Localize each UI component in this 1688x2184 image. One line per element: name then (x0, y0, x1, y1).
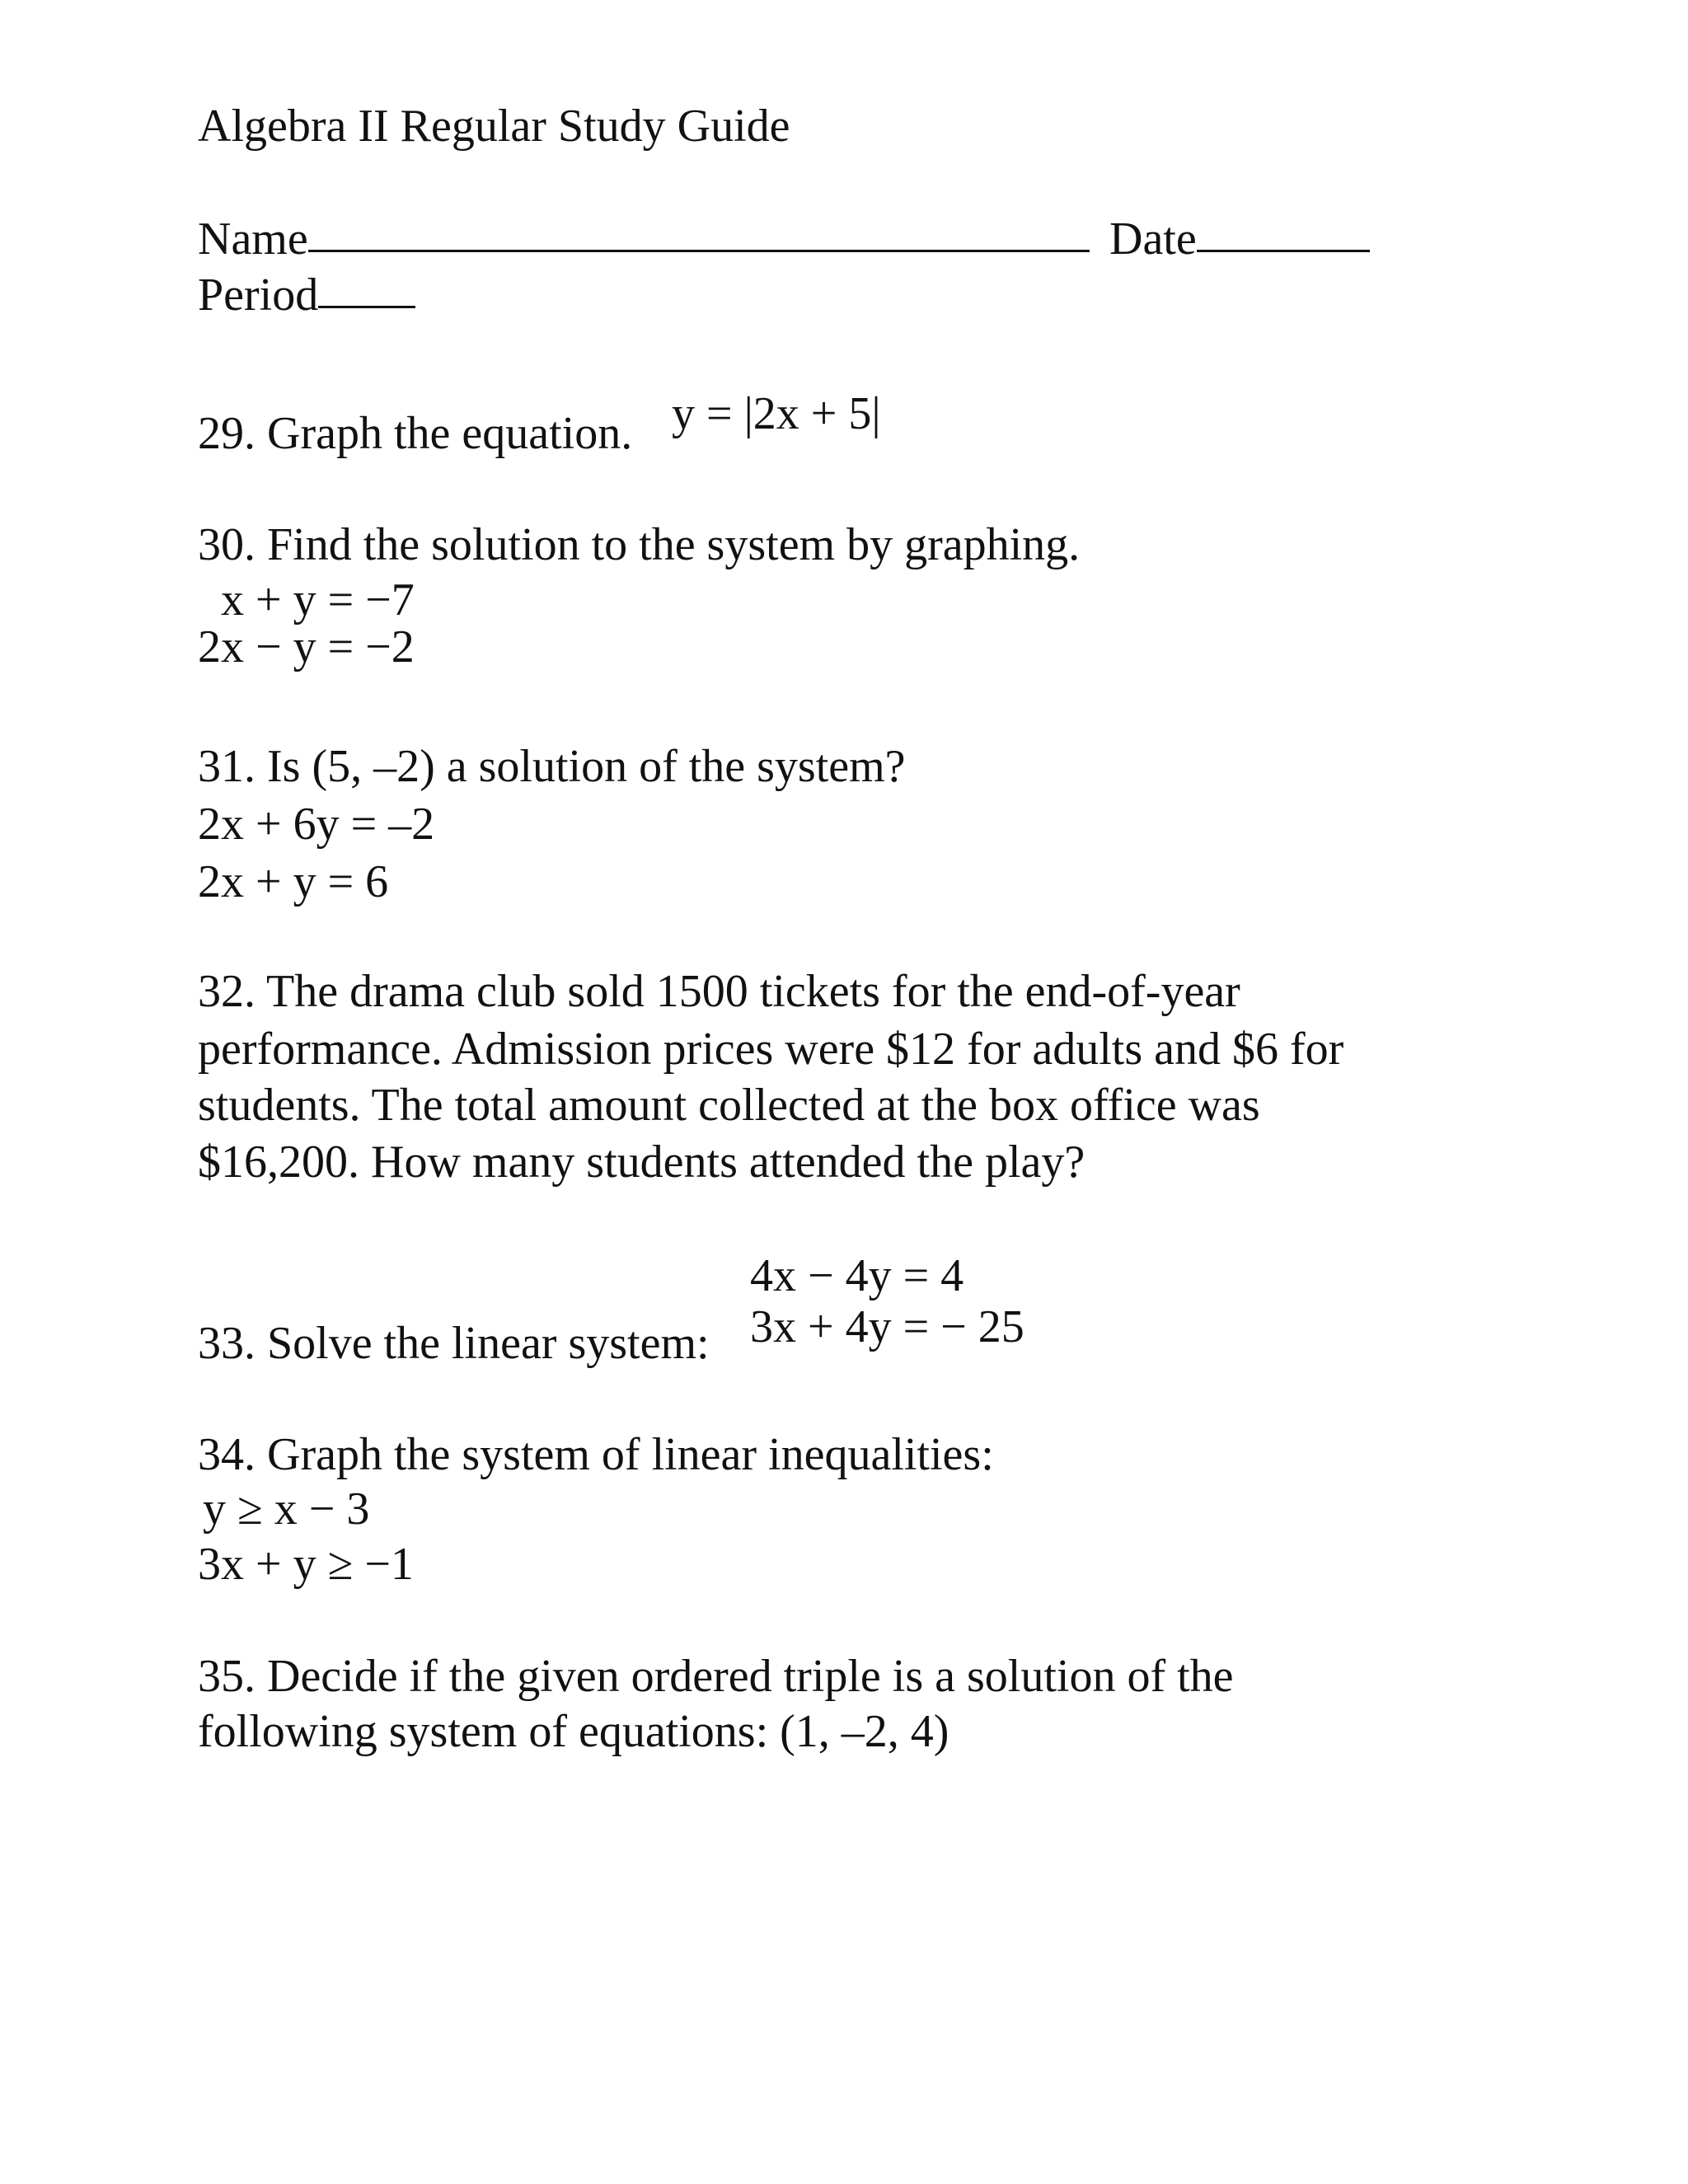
problem-32-line-4: $16,200. How many students attended the play? (198, 1137, 1085, 1188)
period-field-row (198, 269, 415, 321)
name-label: Name (198, 213, 308, 265)
system-31-eq-2: 2x + y = 6 (198, 856, 389, 907)
problem-text: Graph the system of linear inequalities: (267, 1429, 994, 1480)
period-label: Period (198, 269, 319, 321)
problem-number: 32. (198, 966, 256, 1017)
problem-text: Is (5, –2) a solution of the system? (267, 741, 906, 792)
date-label: Date (1109, 213, 1197, 265)
problem-29 (198, 410, 632, 457)
problem-number: 29. (198, 408, 256, 459)
problem-number: 33. (198, 1318, 256, 1369)
problem-35-line-1 (198, 1651, 1234, 1702)
system-34-ineq-2: 3x + y ≥ −1 (198, 1539, 414, 1590)
problem-number: 31. (198, 741, 256, 792)
problem-number: 30. (198, 519, 256, 570)
problem-number: 35. (198, 1651, 256, 1702)
page-title: Algebra II Regular Study Guide (198, 101, 790, 152)
system-34-ineq-1: y ≥ x − 3 (203, 1483, 370, 1535)
system-33-eq-1: 4x − 4y = 4 (750, 1250, 964, 1301)
problem-35-line-2: following system of equations: (1, –2, 4) (198, 1706, 950, 1757)
problem-text: Solve the linear system: (267, 1318, 710, 1369)
problem-text: Decide if the given ordered triple is a solution of the (267, 1651, 1234, 1702)
problem-30 (198, 519, 1081, 570)
date-blank[interactable] (1197, 249, 1370, 252)
problem-34 (198, 1429, 994, 1480)
name-field-row (198, 213, 1090, 265)
problem-number: 34. (198, 1429, 256, 1480)
period-blank[interactable] (318, 305, 415, 308)
problem-31 (198, 743, 906, 790)
problem-32-line-1 (198, 968, 1240, 1015)
equation-29: y = |2x + 5| (672, 388, 881, 439)
problem-32-line-2: performance. Admission prices were $12 for adults and $6 for (198, 1024, 1344, 1075)
system-33-eq-2: 3x + 4y = − 25 (750, 1301, 1025, 1352)
date-field-row (1109, 213, 1370, 265)
problem-33 (198, 1318, 710, 1369)
name-blank[interactable] (308, 249, 1090, 252)
problem-text: The drama club sold 1500 tickets for the end-of-year (266, 966, 1240, 1017)
problem-text: Find the solution to the system by graphing. (267, 519, 1081, 570)
system-30-eq-2: 2x − y = −2 (198, 621, 415, 673)
system-31-eq-1: 2x + 6y = –2 (198, 799, 435, 850)
system-30-eq-1: x + y = −7 (221, 574, 415, 626)
problem-32-line-3: students. The total amount collected at the box office was (198, 1080, 1260, 1131)
problem-text: Graph the equation. (267, 408, 633, 459)
